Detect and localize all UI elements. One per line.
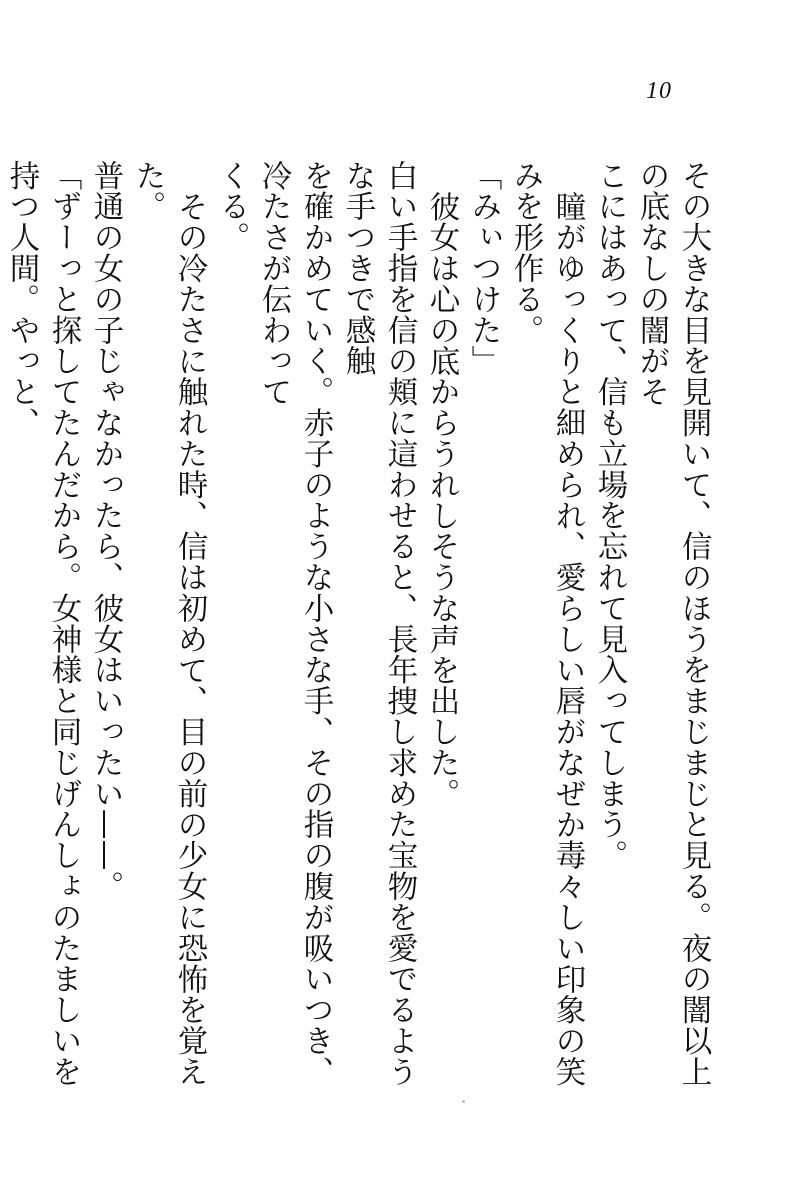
paragraph-1: その大きな目を見開いて、信のほうをまじまじと見る。夜の闇以上の底なしの闇がそ こにはあって、信も立場を忘れて見入ってしまう。 <box>592 160 711 1087</box>
paragraph-2: 瞳がゆっくりと細められ、愛らしい唇がなぜか毒々しい印象の笑みを形作る。 <box>508 160 585 1087</box>
paragraph-4: その冷たさに触れた時、信は初めて、目の前の少女に恐怖を覚えた。 普通の女の子じゃなかったら、彼女はいったい——。 <box>88 160 207 1087</box>
paragraph-3: 彼女は心の底からうれしそうな声を出した。 白い手指を信の頬に這わせると、長年捜し求めた宝物を愛でるような手つきで感触 を確かめていく。赤子のような小さな手、その指の腹が吸いつき、冷たさが伝わって くる。 <box>214 160 459 1087</box>
dialogue-2: 「ずーっと探してたんだから。女神様と同じげんしょのたましいを持つ人間。やっと、 <box>4 160 81 1087</box>
vertical-text-body <box>4 160 714 1100</box>
dialogue-1: 「みぃつけた」 <box>466 160 501 377</box>
paper-speck <box>462 1100 465 1103</box>
page-number: 10 <box>646 78 672 104</box>
